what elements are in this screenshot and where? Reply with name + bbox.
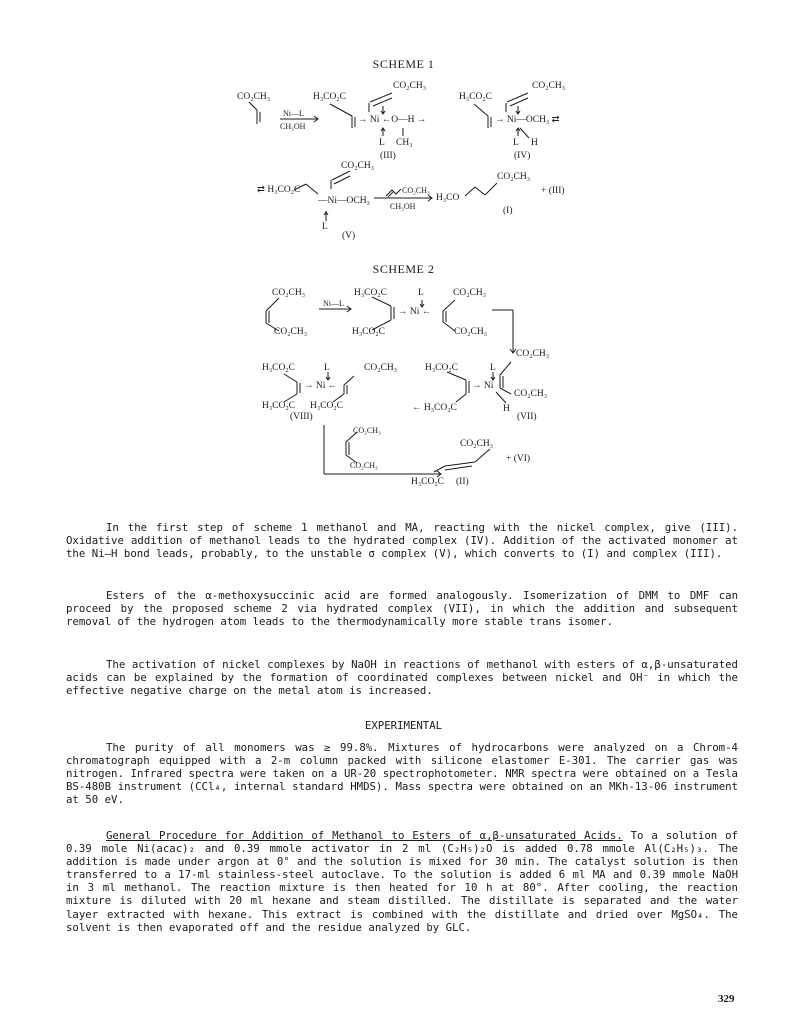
iv-label: (IV) bbox=[514, 151, 531, 161]
arrow-label-top: CO₂CH₃ bbox=[402, 186, 430, 195]
experimental-heading: EXPERIMENTAL bbox=[364, 719, 443, 732]
v-h3co2c: ⇄ H₃CO₂C bbox=[257, 185, 301, 195]
ii-label: (II) bbox=[456, 477, 469, 487]
vii-h3co2c-2: ← H₃CO₂C bbox=[412, 403, 457, 413]
viii-label: (VIII) bbox=[290, 412, 313, 422]
i-h3co: H₃CO bbox=[436, 193, 460, 203]
scheme-1-title: SCHEME 1 bbox=[372, 57, 435, 71]
complex-a-h3co2c-top: H₃CO₂C bbox=[354, 288, 388, 298]
ni-l-reagent-2: Ni—L bbox=[323, 299, 344, 308]
dmm2-co2ch3-bottom: CO₂CH₃ bbox=[350, 461, 378, 470]
viii-h3co2c-1: H₃CO₂C bbox=[262, 363, 296, 373]
v-ligand: L bbox=[322, 222, 328, 232]
viii-h3co2c-3: H₃CO₂C bbox=[310, 401, 344, 411]
ni-l-reagent: Ni—L bbox=[283, 109, 304, 118]
complex-a-ni: → Ni ← bbox=[398, 307, 432, 317]
procedure-body: To a solution of 0.39 mole Ni(acac)₂ and 0.39 mmole activator in 2 ml (C₂H₅)₂O is added 0.78 mmole Al(C₂H₅)₃. The addition is made under argon at 0° and the solution is mixed for 30 min. The catalyst solution is then transferred to a 17-ml stainless-steel autoclave. To the solution is added 6 ml MA and 0.39 mmole NaOH in 3 ml methanol. The reaction mixture is then heated for 10 h at 80°. After cooling, the reaction mixture is diluted with 20 ml hexane and steam distilled. The distillate is separated and the water layer extracted with hexane. This extract is combined with the distillate and dried over MgSO₄. The solvent is then evaporated off and the residue analyzed by GLC. bbox=[66, 829, 738, 934]
ii-co2ch3: CO₂CH₃ bbox=[460, 439, 494, 449]
iv-co2ch3: CO₂CH₃ bbox=[532, 81, 566, 91]
iii-h3co2c: H₃CO₂C bbox=[313, 92, 347, 102]
iv-ni-chain: → Ni—OCH₃ ⇄ bbox=[495, 115, 560, 125]
dmm-co2ch3-top: CO₂CH₃ bbox=[272, 288, 306, 298]
i-label: (I) bbox=[503, 206, 513, 216]
dmm2-co2ch3-top: CO₂CH₃ bbox=[353, 426, 381, 435]
paragraph-activation: The activation of nickel complexes by NaOH in reactions of methanol with esters of α,β-unsaturated acids can be explained by the formation of coordinated complexes between nickel and OH⁻ in which the effective negative charge on the metal atom is increased. bbox=[66, 658, 738, 698]
paragraph-scheme-1: In the first step of scheme 1 methanol and MA, reacting with the nickel complex, give (III). Oxidative addition of methanol leads to the hydrated complex (IV). Addition of the activated monomer at the Ni—H bond leads, probably, to the unstable σ complex (V), which converts to (I) and complex (III). bbox=[66, 521, 738, 561]
viii-ni: → Ni ← bbox=[304, 381, 338, 391]
paragraph-isomerization: Esters of the α-methoxysuccinic acid are formed analogously. Isomerization of DMM to DMF can proceed by the proposed scheme 2 via hydrated complex (VII), in which the addition and subsequent removal of the hydrogen atom leads to the thermodynamically more stable trans isomer. bbox=[66, 589, 738, 629]
complex-a-h3co2c-bottom: H₃CO₂C bbox=[352, 327, 386, 337]
complex-a-ligand: L bbox=[418, 288, 424, 298]
vii-ni: → Ni bbox=[472, 381, 494, 391]
iv-h3co2c: H₃CO₂C bbox=[459, 92, 493, 102]
iii-methyl: CH₃ bbox=[396, 138, 413, 148]
page-number: 329 bbox=[718, 993, 735, 1005]
iii-ni-chain: → Ni ←O—H → bbox=[358, 115, 427, 125]
vii-ligand: L bbox=[490, 363, 496, 373]
vii-co2ch3-1: CO₂CH₃ bbox=[516, 349, 550, 359]
methanol-reagent: CH₃OH bbox=[280, 122, 306, 131]
dmm-co2ch3-bottom: CO₂CH₃ bbox=[274, 327, 308, 337]
vii-hydrogen: H bbox=[503, 404, 510, 414]
plus-iii: + (III) bbox=[541, 186, 565, 196]
v-label: (V) bbox=[342, 231, 356, 241]
viii-h3co2c-2: H₃CO₂C bbox=[262, 401, 296, 411]
iii-label: (III) bbox=[380, 151, 396, 161]
vii-co2ch3-2: CO₂CH₃ bbox=[514, 389, 548, 399]
complex-a-co2ch3-bottom: CO₂CH₃ bbox=[454, 327, 488, 337]
iv-ligand: L bbox=[513, 138, 519, 148]
plus-vi: + (VI) bbox=[506, 454, 531, 464]
vii-label: (VII) bbox=[517, 412, 537, 422]
paragraph-instruments: The purity of all monomers was ≥ 99.8%. Mixtures of hydrocarbons were analyzed on a Chrom-4 chromatograph equipped with a 2-m column packed with silicone elastomer E-301. The carrier gas was nitrogen. Infrared spectra were taken on a UR-20 spectrophotometer. NMR spectra were obtained on a Tesla BS-480B instrument (CCl₄, internal standard HMDS). Mass spectra were obtained on an MKh-13-06 instrument at 50 eV. bbox=[66, 741, 738, 807]
i-co2ch3: CO₂CH₃ bbox=[497, 172, 531, 182]
scheme-2-bonds bbox=[0, 0, 807, 500]
viii-co2ch3: CO₂CH₃ bbox=[364, 363, 398, 373]
scheme-2-title: SCHEME 2 bbox=[372, 262, 435, 276]
iii-co2ch3: CO₂CH₃ bbox=[393, 81, 427, 91]
paragraph-procedure bbox=[66, 829, 738, 934]
viii-ligand: L bbox=[324, 363, 330, 373]
v-co2ch3: CO₂CH₃ bbox=[341, 161, 375, 171]
iii-ligand: L bbox=[379, 138, 385, 148]
arrow-label-bottom: CH₃OH bbox=[390, 202, 416, 211]
complex-a-co2ch3-top: CO₂CH₃ bbox=[453, 288, 487, 298]
vii-h3co2c: H₃CO₂C bbox=[425, 363, 459, 373]
ii-h3co2c: H₃CO₂C bbox=[411, 477, 445, 487]
ma-ester: CO₂CH₃ bbox=[237, 92, 271, 102]
v-ni-och3: —Ni—OCH₃ bbox=[318, 196, 370, 206]
iv-hydrogen: H bbox=[531, 138, 538, 148]
procedure-heading: General Procedure for Addition of Methanol to Esters of α,β-unsaturated Acids. bbox=[106, 829, 623, 842]
